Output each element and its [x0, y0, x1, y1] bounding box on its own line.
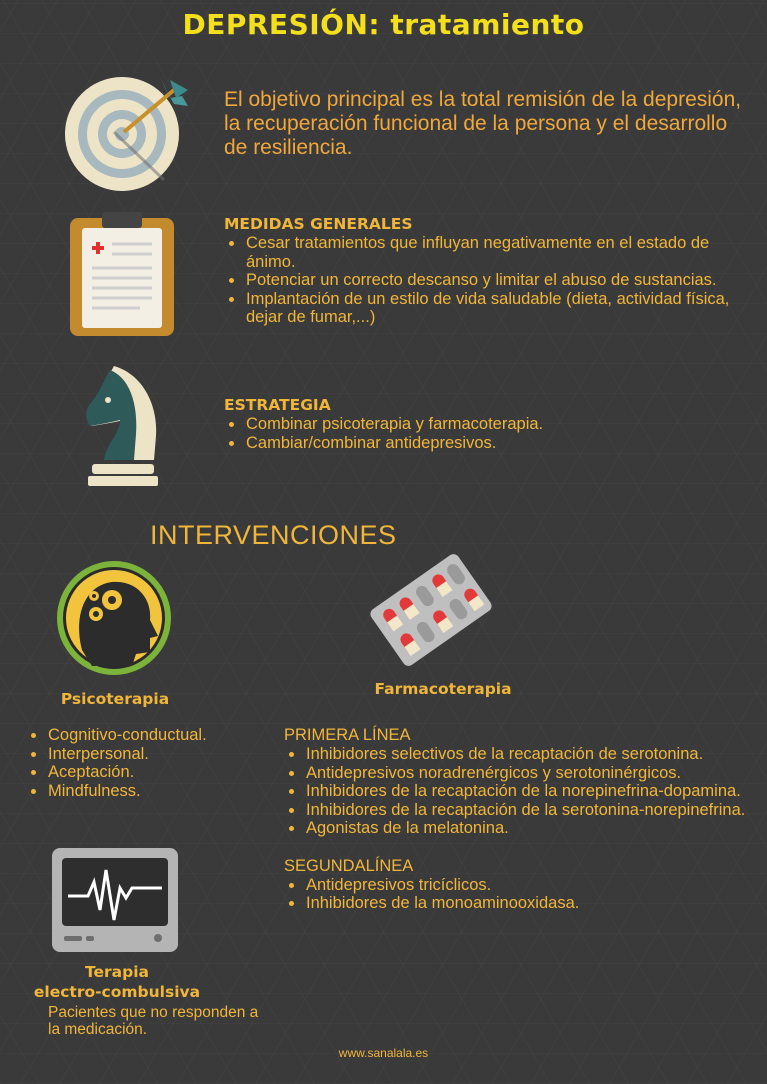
list-item: Antidepresivos tricíclicos.: [284, 876, 752, 895]
primera-linea-list: [284, 745, 752, 838]
estrategia-section: [224, 395, 744, 452]
primera-linea-heading: PRIMERA LÍNEA: [284, 726, 411, 744]
segunda-linea-heading: SEGUNDALÍNEA: [284, 856, 414, 875]
list-item: Antidepresivos noradrenérgicos y serotoninérgicos.: [284, 764, 752, 783]
farmacoterapia-section: [284, 726, 752, 913]
medidas-generales-section: [224, 214, 754, 327]
list-item: Inhibidores de la monoaminooxidasa.: [284, 894, 752, 913]
medidas-generales-heading: MEDIDAS GENERALES: [224, 215, 413, 233]
psicoterapia-section: [26, 726, 266, 800]
list-item: Potenciar un correcto descanso y limitar el abuso de sustancias.: [224, 271, 754, 290]
estrategia-list: [224, 415, 744, 452]
list-item: Implantación de un estilo de vida saludable (dieta, actividad física, dejar de fumar,...): [224, 290, 754, 327]
medidas-generales-list: [224, 234, 754, 327]
terapia-note: Pacientes que no responden a la medicación.: [48, 1004, 259, 1038]
segunda-linea-list: [284, 876, 752, 913]
footer-url: www.sanalala.es: [338, 1046, 429, 1060]
list-item: Inhibidores selectivos de la recaptación de serotonina.: [284, 745, 752, 764]
heart-monitor-icon: [52, 848, 178, 952]
list-item: Combinar psicoterapia y farmacoterapia.: [224, 415, 744, 434]
list-item: Cognitivo-conductual.: [26, 726, 266, 745]
list-item: Interpersonal.: [26, 745, 266, 764]
medical-clipboard-icon: [68, 212, 176, 338]
head-gears-icon: [52, 560, 178, 678]
list-item: Agonistas de la melatonina.: [284, 819, 752, 838]
list-item: Aceptación.: [26, 763, 266, 782]
list-item: Inhibidores de la recaptación de la serotonina-norepinefrina.: [284, 801, 752, 820]
intro-text: El objetivo principal es la total remisión de la depresión, la recuperación funcional de la persona y el desarrollo de resiliencia.: [224, 88, 742, 159]
farmacoterapia-label: Farmacoterapia: [374, 680, 512, 698]
list-item: Inhibidores de la recaptación de la norepinefrina-dopamina.: [284, 782, 752, 801]
list-item: Cesar tratamientos que influyan negativamente en el estado de ánimo.: [224, 234, 754, 271]
pill-blister-icon: [368, 548, 494, 672]
terapia-label-line1: Terapia: [85, 963, 149, 981]
page-title: DEPRESIÓN: tratamiento: [182, 8, 585, 41]
list-item: Cambiar/combinar antidepresivos.: [224, 434, 744, 453]
intervenciones-heading: INTERVENCIONES: [150, 520, 397, 550]
terapia-label-line2: electro-combulsiva: [33, 983, 201, 1001]
target-arrow-icon: [62, 68, 192, 194]
terapia-label: [22, 962, 212, 1002]
psicoterapia-label: Psicoterapia: [60, 690, 170, 708]
chess-knight-icon: [84, 364, 160, 488]
estrategia-heading: ESTRATEGIA: [224, 396, 331, 414]
list-item: Mindfulness.: [26, 782, 266, 801]
psicoterapia-list: [26, 726, 266, 800]
